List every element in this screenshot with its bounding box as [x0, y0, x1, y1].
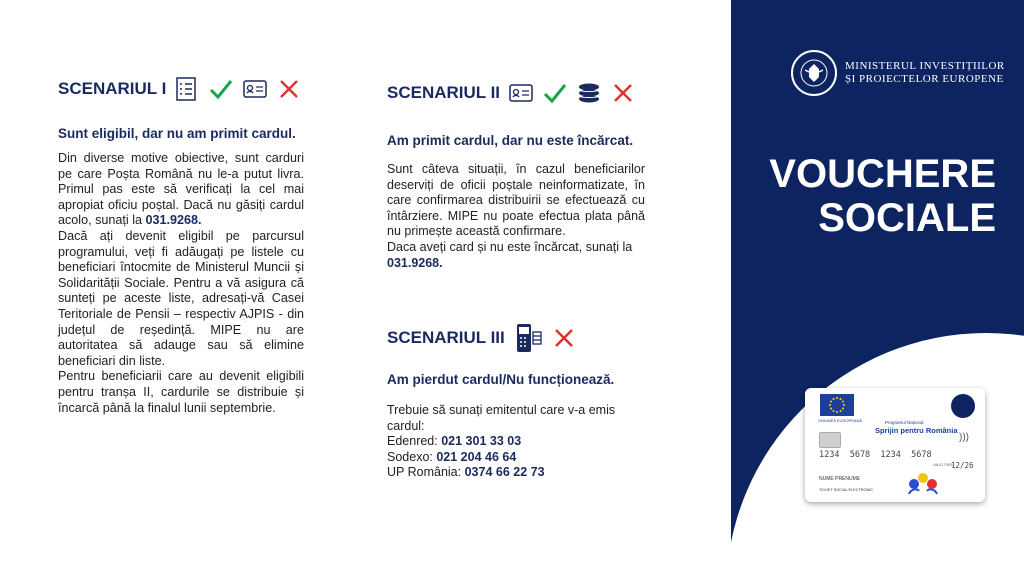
document-checklist-icon [174, 76, 200, 102]
check-icon [208, 76, 234, 102]
id-card-icon [508, 80, 534, 106]
main-heading: VOUCHERE SOCIALE [769, 152, 996, 240]
hotline-phone: 031.9268. [145, 213, 202, 228]
scenario-1-title: SCENARIUL I [58, 79, 167, 98]
ministry-logo [791, 50, 1005, 96]
card-expiry: 12/26 [951, 461, 974, 470]
coins-icon [576, 80, 602, 106]
id-card-icon [242, 76, 268, 102]
program-logo-icon [905, 470, 941, 496]
issuer-row-up-romania: UP România: 0374 66 22 73 [387, 465, 545, 480]
hotline-phone: 031.9268. [387, 255, 443, 270]
scenario-1-paragraph-2: Dacă ați devenit eligibil pe parcursul programului, veți fi adăugați pe listele cu beneficiari întocmite de Ministerul Muncii și Solidarității Sociale. Pentru a vă asigura că sunteți pe aceste liste, adresați-vă Casei Teritoriale de Pensii – respectiv AJPIS - din județul de reședință. MIPE nu are autoritatea să adauge sau să elimine beneficiari din liste. [58, 228, 304, 368]
scenario-2-title: SCENARIUL II [387, 83, 501, 102]
scenario-2 [387, 80, 645, 271]
voucher-card-image [805, 388, 985, 502]
eu-flag-icon [820, 394, 854, 416]
scenario-1-paragraph-1: Din diverse motive obiective, sunt carduri pe care Poșta Română nu le-a putut livra. Primul pas este să verificați la cel mai apropiat oficiu poștal. Dacă nu găsiți cardul acolo, sunați la 031.9268. [58, 151, 304, 228]
issuer-row-edenred: Edenred: 021 301 33 03 [387, 434, 522, 449]
card-chip-icon [819, 432, 841, 448]
government-seal-icon [951, 394, 975, 418]
card-type: TICHET SOCIAL ELECTRONIC [819, 488, 874, 492]
check-icon [542, 80, 568, 106]
program-label: Programul Național [885, 420, 924, 425]
government-seal-icon [791, 50, 837, 96]
cross-icon [551, 325, 577, 351]
card-number: 1234 5678 1234 5678 [819, 450, 932, 460]
contactless-icon: ))) [959, 432, 969, 443]
cross-icon [276, 76, 302, 102]
issuer-row-sodexo: Sodexo: 021 204 46 64 [387, 449, 517, 464]
ministry-name-line2: ȘI PROIECTELOR EUROPENE [845, 73, 1004, 85]
card-holder: NUME PRENUME [819, 476, 861, 482]
scenario-3-subtitle: Am pierdut cardul/Nu funcționează. [387, 372, 615, 387]
eu-label: UNIUNEA EUROPEANĂ [818, 418, 863, 423]
scenario-2-subtitle: Am primit cardul, dar nu este încărcat. [387, 133, 634, 148]
pos-terminal-icon [513, 322, 543, 354]
scenario-2-paragraph-1: Sunt câteva situații, în cazul beneficiarilor deserviți de oficii poștale neinformatizate, în care confirmarea distribuirii se efectuează cu întârziere. MIPE nu poate efectua plata până nu primește această confirmare. [387, 162, 645, 239]
scenario-2-paragraph-2: Daca aveți card și nu este încărcat, sunați la 031.9268. [387, 239, 633, 270]
ministry-name-line1: MINISTERUL INVESTIȚIILOR [845, 60, 1005, 72]
scenario-3-intro: Trebuie să sunați emitentul care v-a emis cardul: [387, 403, 616, 433]
program-name: Sprijin pentru România [875, 426, 958, 435]
scenario-1 [58, 76, 304, 416]
scenario-3-title: SCENARIUL III [387, 328, 505, 347]
card-expiry-label: VALID THRU [933, 463, 954, 467]
scenario-1-paragraph-3: Pentru beneficiarii care au devenit eligibili pentru tranșa II, cardurile se distribuie și încarcă până la finalul lunii septembrie. [58, 369, 304, 415]
cross-icon [610, 80, 636, 106]
scenario-1-subtitle: Sunt eligibil, dar nu am primit cardul. [58, 126, 296, 141]
scenario-3 [387, 322, 645, 481]
